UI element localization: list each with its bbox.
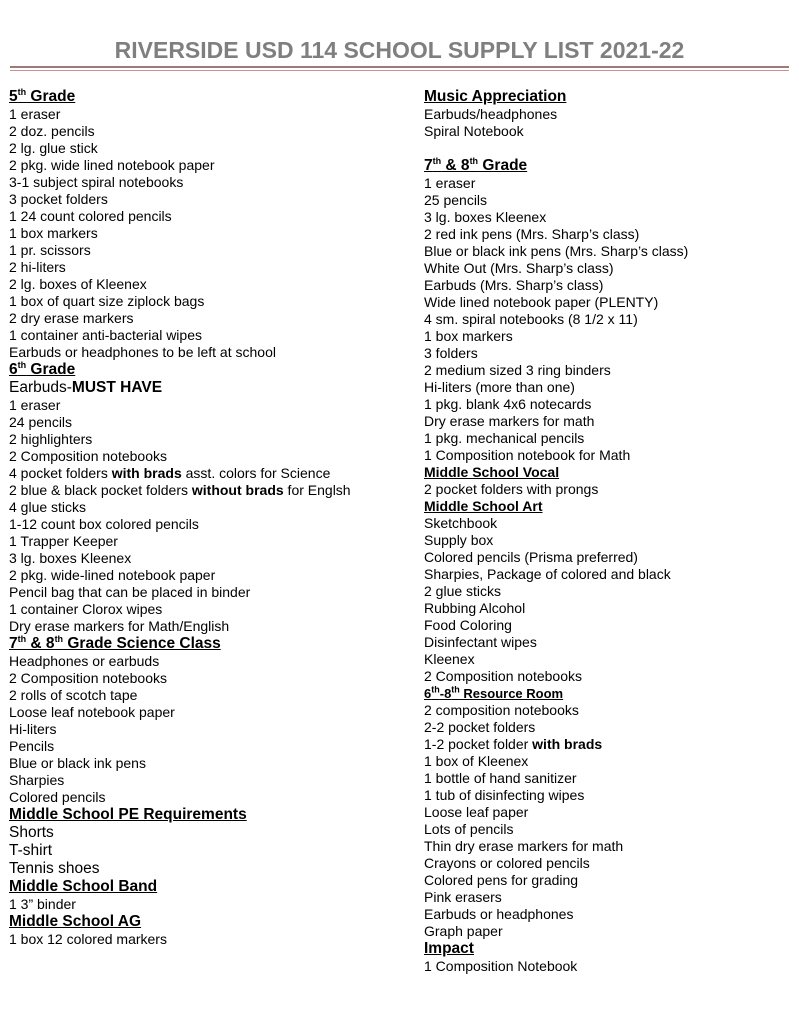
page-title: RIVERSIDE USD 114 SCHOOL SUPPLY LIST 2021-22	[114, 37, 685, 63]
list-item: 2 blue & black pocket folders without brads for Englsh	[9, 482, 351, 498]
list-item: 2 lg. glue stick	[9, 140, 98, 156]
list-item: 2 pkg. wide lined notebook paper	[9, 157, 215, 173]
list-item: 1-2 pocket folder with brads	[424, 736, 603, 752]
list-item: 4 pocket folders with brads asst. colors for Science	[9, 465, 331, 481]
section-impact	[424, 940, 794, 975]
list-item: Dry erase markers for math	[424, 413, 595, 429]
list-item: 1 box markers	[9, 225, 98, 241]
list-item: 1 box of quart size ziplock bags	[9, 293, 205, 309]
heading-band: Middle School Band	[9, 878, 158, 895]
list-item: 2 Composition notebooks	[424, 668, 582, 684]
list-item: 1-12 count box colored pencils	[9, 516, 199, 532]
list-item: Headphones or earbuds	[9, 653, 160, 669]
list-item: Colored pens for grading	[424, 872, 579, 888]
heading-pe: Middle School PE Requirements	[9, 806, 247, 823]
title-rule	[10, 66, 789, 68]
list-item: Lots of pencils	[424, 821, 514, 837]
section-5th-grade	[9, 88, 409, 361]
list-item: 1 container anti-bacterial wipes	[9, 327, 202, 343]
list-science-class	[9, 653, 409, 806]
list-item: Earbuds or headphones	[424, 906, 574, 922]
heading-music: Music Appreciation	[424, 88, 567, 105]
list-item: Colored pencils (Prisma preferred)	[424, 549, 638, 565]
list-item: Spiral Notebook	[424, 123, 524, 139]
section-resource-room	[424, 685, 794, 940]
list-item: 3 lg. boxes Kleenex	[424, 209, 547, 225]
list-6th-grade-a	[9, 397, 409, 465]
list-item: 1 container Clorox wipes	[9, 601, 163, 617]
list-item: 1 box 12 colored markers	[9, 931, 167, 947]
list-item: 4 glue sticks	[9, 499, 87, 515]
list-item: Sharpies	[9, 772, 65, 788]
heading-impact: Impact	[424, 940, 474, 957]
list-item: 1 box of Kleenex	[424, 753, 529, 769]
list-item: Earbuds or headphones to be left at school	[9, 344, 276, 360]
list-item: 3 pocket folders	[9, 191, 108, 207]
list-item: 1 eraser	[9, 106, 61, 122]
list-item: Blue or black ink pens (Mrs. Sharp’s class)	[424, 243, 689, 259]
list-item: 24 pencils	[9, 414, 73, 430]
list-item: 2 medium sized 3 ring binders	[424, 362, 611, 378]
list-item: 1 box markers	[424, 328, 513, 344]
section-music	[424, 88, 794, 140]
list-item: Rubbing Alcohol	[424, 600, 526, 616]
list-item: 2 dry erase markers	[9, 310, 134, 326]
list-item: 1 tub of disinfecting wipes	[424, 787, 585, 803]
section-ag	[9, 913, 409, 948]
heading-5th-grade: 5th Grade	[9, 86, 76, 105]
section-science-class	[9, 635, 409, 806]
list-item: 2 pocket folders with prongs	[424, 481, 599, 497]
list-item: 1 Composition notebook for Math	[424, 447, 631, 463]
list-item: 1 eraser	[9, 397, 61, 413]
list-item: Thin dry erase markers for math	[424, 838, 624, 854]
list-item: Tennis shoes	[9, 860, 100, 877]
list-item: Food Coloring	[424, 617, 512, 633]
list-item: 1 pkg. blank 4x6 notecards	[424, 396, 592, 412]
list-resource-a	[424, 702, 794, 736]
list-item: Graph paper	[424, 923, 503, 939]
list-item: 1 Trapper Keeper	[9, 533, 118, 549]
list-impact	[424, 958, 794, 975]
heading-resource-room: 6th-8th Resource Room	[424, 684, 564, 701]
list-item: Colored pencils	[9, 789, 106, 805]
list-music	[424, 106, 794, 140]
section-art	[424, 498, 794, 685]
list-item: Disinfectant wipes	[424, 634, 537, 650]
heading-ag: Middle School AG	[9, 913, 142, 930]
list-item: 1 eraser	[424, 175, 476, 191]
list-item: Sharpies, Package of colored and black	[424, 566, 671, 582]
list-item: 2 pkg. wide-lined notebook paper	[9, 567, 216, 583]
list-item: 2 doz. pencils	[9, 123, 95, 139]
list-pe	[9, 824, 409, 878]
heading-science-class: 7th & 8th Grade Science Class	[9, 633, 221, 652]
list-item: 1 pr. scissors	[9, 242, 91, 258]
list-item: Hi-liters (more than one)	[424, 379, 575, 395]
list-item: Kleenex	[424, 651, 475, 667]
list-item: Earbuds/headphones	[424, 106, 558, 122]
list-item: Supply box	[424, 532, 494, 548]
list-item: 2 Composition notebooks	[9, 448, 167, 464]
list-item: 4 sm. spiral notebooks (8 1/2 x 11)	[424, 311, 638, 327]
list-item: 3 lg. boxes Kleenex	[9, 550, 132, 566]
list-item: 2 lg. boxes of Kleenex	[9, 276, 147, 292]
list-ag	[9, 931, 409, 948]
list-resource-b	[424, 753, 794, 940]
list-art	[424, 515, 794, 685]
list-6th-grade-b	[9, 499, 409, 635]
list-item: 1 Composition Notebook	[424, 958, 578, 974]
list-item: 2 highlighters	[9, 431, 93, 447]
heading-art: Middle School Art	[424, 498, 543, 514]
list-vocal	[424, 481, 794, 498]
list-item: Hi-liters	[9, 721, 57, 737]
section-band	[9, 878, 409, 913]
list-band	[9, 896, 409, 913]
list-item: 2 red ink pens (Mrs. Sharp’s class)	[424, 226, 640, 242]
list-item: 2 composition notebooks	[424, 702, 579, 718]
list-item: 2 glue sticks	[424, 583, 502, 599]
list-item: T-shirt	[9, 842, 53, 859]
heading-7th-8th-grade: 7th & 8th Grade	[424, 155, 528, 174]
list-item: Loose leaf paper	[424, 804, 529, 820]
section-7th-8th-grade	[424, 157, 794, 464]
list-item: 1 pkg. mechanical pencils	[424, 430, 585, 446]
list-item: Shorts	[9, 824, 54, 841]
list-item: 25 pencils	[424, 192, 488, 208]
list-item: 2 Composition notebooks	[9, 670, 167, 686]
list-item: Loose leaf notebook paper	[9, 704, 175, 720]
list-item: Crayons or colored pencils	[424, 855, 590, 871]
list-item: 2 hi-liters	[9, 259, 66, 275]
list-item: Earbuds-MUST HAVE	[9, 379, 163, 396]
list-5th-grade	[9, 106, 409, 361]
heading-6th-grade: 6th Grade	[9, 359, 76, 378]
list-item: Pencil bag that can be placed in binder	[9, 584, 251, 600]
list-item: Pencils	[9, 738, 55, 754]
heading-vocal: Middle School Vocal	[424, 464, 560, 480]
list-item: 2-2 pocket folders	[424, 719, 536, 735]
list-item: 2 rolls of scotch tape	[9, 687, 138, 703]
list-item: 3 folders	[424, 345, 478, 361]
right-column	[424, 88, 794, 975]
left-column	[9, 88, 409, 948]
list-item: Earbuds (Mrs. Sharp’s class)	[424, 277, 604, 293]
section-pe	[9, 806, 409, 878]
list-item: White Out (Mrs. Sharp’s class)	[424, 260, 614, 276]
section-vocal	[424, 464, 794, 498]
list-item: Pink erasers	[424, 889, 502, 905]
list-item: Blue or black ink pens	[9, 755, 146, 771]
list-item: 1 bottle of hand sanitizer	[424, 770, 577, 786]
list-item: 1 3” binder	[9, 896, 76, 912]
section-6th-grade	[9, 361, 409, 635]
title-rule-thin	[10, 70, 789, 71]
list-item: Sketchbook	[424, 515, 498, 531]
list-7th-8th-grade	[424, 175, 794, 464]
list-item: 3-1 subject spiral notebooks	[9, 174, 184, 190]
list-item: 1 24 count colored pencils	[9, 208, 172, 224]
list-item: Dry erase markers for Math/English	[9, 618, 230, 634]
list-item: Wide lined notebook paper (PLENTY)	[424, 294, 659, 310]
